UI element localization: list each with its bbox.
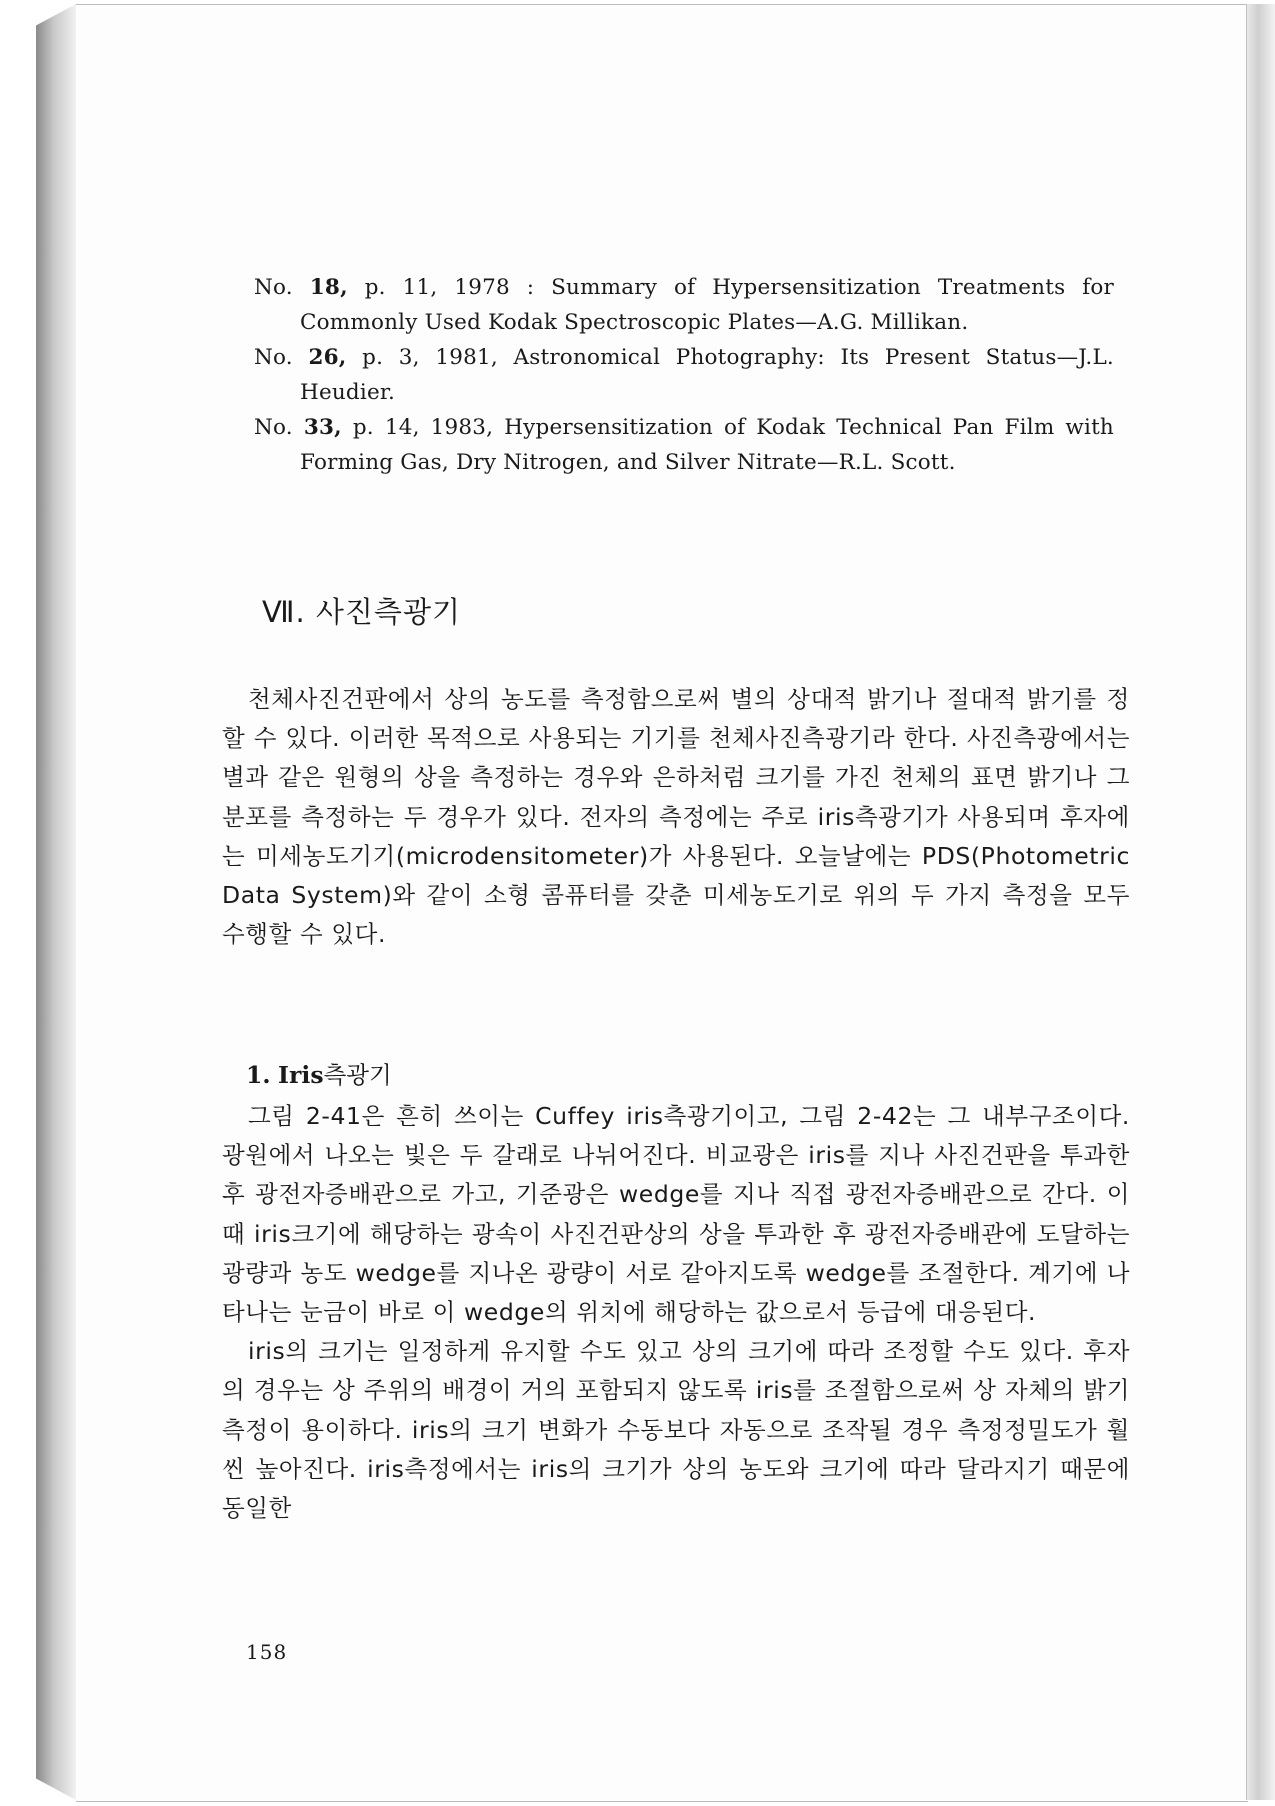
book-spine [36,4,76,1800]
section-title: 사진측광기 [315,595,461,629]
reference-item: No. 33, p. 14, 1983, Hypersensitization of Kodak Technical Pan Film with Forming Gas, Dry Nitrogen, and Silver Nitrate—R.L. Scott. [254,415,1114,475]
subsection-title-latin: Iris [278,1061,324,1089]
section-numeral: Ⅶ. [262,595,306,629]
page-edge [1246,4,1275,1800]
subsection-number: 1. [246,1061,271,1089]
paragraph: iris의 크기는 일정하게 유지할 수도 있고 상의 크기에 따라 조정할 수도 있다. 후자의 경우는 상 주위의 배경이 거의 포함되지 않도록 iris를 조절함으로써 상 자체의 밝기 측정이 용이하다. iris의 크기 변화가 수동보다 자동으로 조작될 경우 측정정밀도가 훨씬 높아진다. iris측정에서는 iris의 크기가 상의 농도와 크기에 따라 달라지기 때문에 동일한 [222,1337,1130,1523]
subsection-heading [246,1056,392,1090]
reference-list [254,270,1114,480]
section-heading [262,590,461,631]
subsection-body [222,1097,1130,1528]
intro-paragraph: 천체사진건판에서 상의 농도를 측정함으로써 별의 상대적 밝기나 절대적 밝기를 정할 수 있다. 이러한 목적으로 사용되는 기기를 천체사진측광기라 한다. 사진측광에서는 별과 같은 원형의 상을 측정하는 경우와 은하처럼 크기를 가진 천체의 표면 밝기나 그 분포를 측정하는 두 경우가 있다. 전자의 측정에는 주로 iris측광기가 사용되며 후자에는 미세농도기기(microdensitometer)가 사용된다. 오늘날에는 PDS(Photometric Data System)와 같이 소형 콤퓨터를 갖춘 미세농도기로 위의 두 가지 측정을 모두 수행할 수 있다. [222,685,1130,949]
reference-item: No. 26, p. 3, 1981, Astronomical Photography: Its Present Status—J.L. Heudier. [254,345,1114,405]
paragraph: 그림 2-41은 흔히 쓰이는 Cuffey iris측광기이고, 그림 2-42는 그 내부구조이다. 광원에서 나오는 빛은 두 갈래로 나뉘어진다. 비교광은 iris를 지나 사진건판을 투과한 후 광전자증배관으로 가고, 기준광은 wedge를 지나 직접 광전자증배관으로 간다. 이때 iris크기에 해당하는 광속이 사진건판상의 상을 투과한 후 광전자증배관에 도달하는 광량과 농도 wedge를 지나온 광량이 서로 같아지도록 wedge를 조절한다. 계기에 나타나는 눈금이 바로 이 wedge의 위치에 해당하는 값으로서 등급에 대응된다. [222,1102,1130,1327]
page-number: 158 [246,1640,288,1664]
reference-item: No. 18, p. 11, 1978 : Summary of Hypersensitization Treatments for Commonly Used Kodak Spectroscopic Plates—A.G. Millikan. [254,275,1114,335]
subsection-title-korean: 측광기 [323,1061,392,1089]
